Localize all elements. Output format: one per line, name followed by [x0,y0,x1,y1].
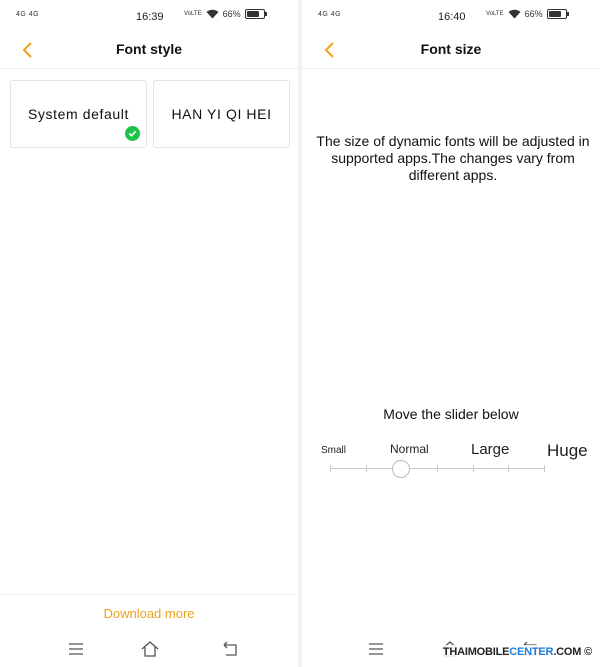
size-label-large: Large [471,441,510,458]
slider-tick [366,465,367,472]
wifi-icon [206,9,219,19]
slider-tick [330,465,331,472]
slider-thumb[interactable] [392,460,410,478]
home-icon[interactable] [140,640,160,658]
font-size-description: The size of dynamic fonts will be adjusted in supported apps.The changes vary from different apps. [316,133,590,183]
font-card-label: System default [28,106,129,122]
title-bar [302,34,600,69]
slider-tick [508,465,509,472]
font-card-han-yi-qi-hei[interactable] [153,80,290,148]
size-label-small: Small [321,445,347,456]
status-right-icons [184,9,265,19]
check-icon [125,126,140,141]
watermark-prefix: THAIMOBILE [442,646,510,658]
status-time: 16:39 [136,11,164,23]
copyright-icon: © [584,646,592,658]
status-time: 16:40 [438,11,466,23]
font-style-screen [0,0,298,667]
slider-tick [544,465,545,472]
slider-tick [437,465,438,472]
battery-icon [245,9,265,19]
menu-icon[interactable] [366,640,386,658]
volte-label: VoLTE [486,11,504,17]
wifi-icon [508,9,521,19]
page-title: Font size [420,41,482,57]
size-label-normal: Normal [390,442,429,456]
volte-label: VoLTE [184,11,202,17]
font-size-slider[interactable] [330,458,544,480]
watermark-suffix: .COM [553,646,582,658]
status-right-icons [486,9,567,19]
signal-label: 4G 4G [318,11,342,18]
status-bar [302,0,600,34]
signal-icon [16,11,39,18]
page-title: Font style [115,41,183,57]
signal-label: 4G 4G [16,11,40,18]
title-bar [0,34,298,69]
back-nav-icon[interactable] [220,640,240,658]
watermark-accent: CENTER [509,646,554,658]
font-size-screen [302,0,600,667]
navigation-bar [0,632,298,667]
font-list [10,80,290,148]
status-bar [0,0,298,34]
slider-hint: Move the slider below [383,406,519,422]
watermark-logo [441,645,594,659]
size-label-huge: Huge [547,441,588,460]
signal-icon [318,11,341,18]
slider-tick [473,465,474,472]
font-card-label: HAN YI QI HEI [171,106,272,122]
font-card-system-default[interactable] [10,80,147,148]
battery-icon [547,9,567,19]
menu-icon[interactable] [66,640,86,658]
download-more-link[interactable]: Download more [0,594,298,633]
battery-percent: 66% [222,9,241,19]
battery-percent: 66% [524,9,543,19]
